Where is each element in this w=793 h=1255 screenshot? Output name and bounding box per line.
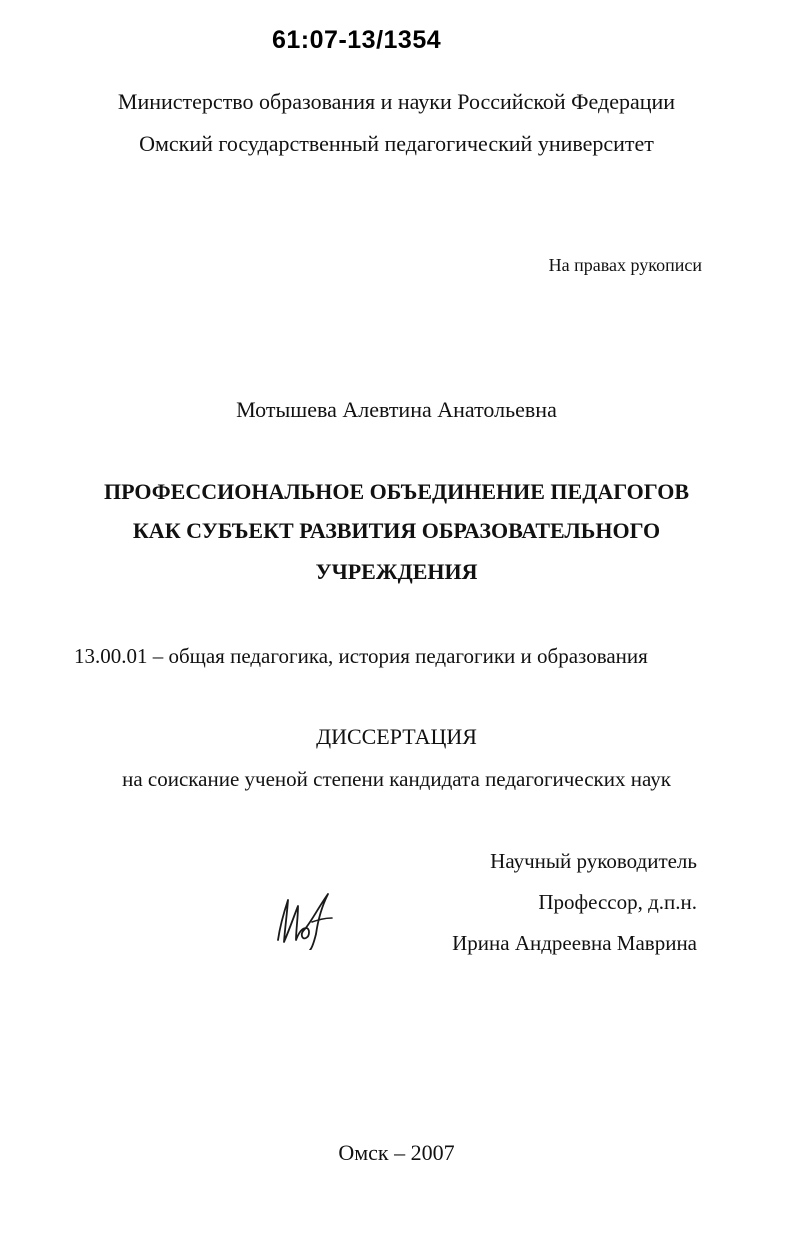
specialty-code: 13.00.01 – общая педагогика, история педагогики и образования: [74, 644, 648, 668]
manuscript-rights: На правах рукописи: [548, 255, 702, 275]
stamp-code: 61:07-13/1354: [272, 26, 442, 54]
dissertation-title-line-1: ПРОФЕССИОНАЛЬНОЕ ОБЪЕДИНЕНИЕ ПЕДАГОГОВ: [103, 479, 690, 504]
document-type: ДИССЕРТАЦИЯ: [316, 724, 477, 749]
university-name: Омский государственный педагогический университет: [139, 131, 654, 156]
author-name: Мотышева Алевтина Анатольевна: [236, 397, 557, 422]
city-year: Омск – 2007: [338, 1140, 455, 1165]
dissertation-title-line-3: УЧРЕЖДЕНИЯ: [315, 559, 478, 584]
dissertation-title-line-2: КАК СУБЪЕКТ РАЗВИТИЯ ОБРАЗОВАТЕЛЬНОГО: [132, 518, 661, 543]
ministry-name: Министерство образования и науки Российской Федерации: [117, 89, 676, 114]
handwritten-signature: [272, 888, 342, 950]
degree-description: на соискание ученой степени кандидата педагогических наук: [122, 767, 671, 791]
supervisor-role: Научный руководитель: [490, 849, 697, 873]
supervisor-name: Ирина Андреевна Маврина: [452, 931, 697, 955]
supervisor-rank: Профессор, д.п.н.: [538, 890, 697, 914]
